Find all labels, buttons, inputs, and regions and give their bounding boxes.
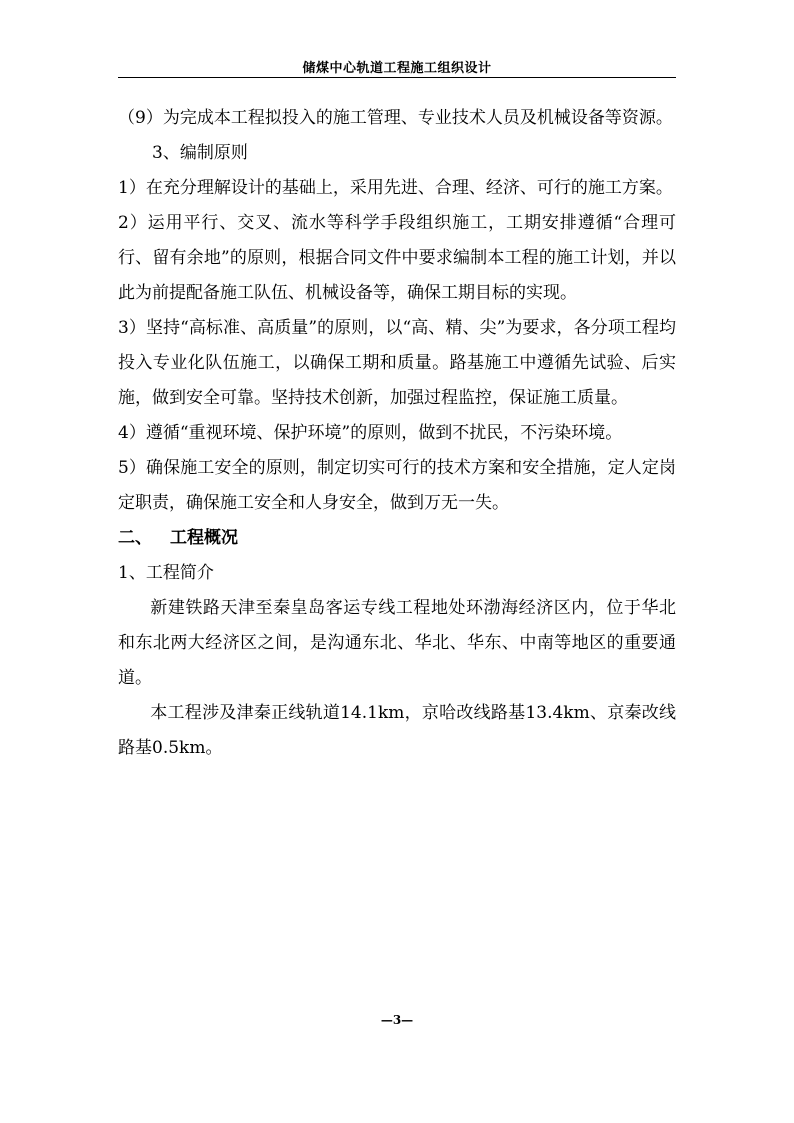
principle-5: 5）确保施工安全的原则，制定切实可行的技术方案和安全措施，定人定岗定职责，确保施工安全和人身安全，做到万无一失。	[118, 458, 676, 513]
principle-1: 1）在充分理解设计的基础上，采用先进、合理、经济、可行的施工方案。	[118, 178, 673, 198]
header-divider	[118, 77, 676, 78]
running-header-title: 储煤中心轨道工程施工组织设计	[302, 61, 492, 76]
principle-3: 3）坚持“高标准、高质量”的原则，以“高、精、尖”为要求，各分项工程均投入专业化队伍施工，以确保工期和质量。路基施工中遵循先试验、后实施，做到安全可靠。坚持技术创新，加强过程监控，保证施工质量。	[118, 318, 676, 408]
document-body	[118, 101, 676, 766]
principle-2: 2）运用平行、交叉、流水等科学手段组织施工，工期安排遵循“合理可行、留有余地”的原则，根据合同文件中要求编制本工程的施工计划，并以此为前提配备施工队伍、机械设备等，确保工期目标的实现。	[118, 213, 676, 303]
section-title: 工程概况	[170, 528, 238, 548]
page-number: —3—	[380, 1013, 414, 1027]
subheading-principles: 3、编制原则	[152, 143, 248, 163]
paragraph-resources: （9）为完成本工程拟投入的施工管理、专业技术人员及机械设备等资源。	[118, 108, 673, 128]
section-heading	[118, 521, 676, 556]
paragraph-scope: 本工程涉及津秦正线轨道14.1km，京哈改线路基13.4km、京秦改线路基0.5km。	[118, 703, 676, 758]
subheading-overview: 1、工程简介	[118, 563, 214, 583]
section-number: 二、	[118, 528, 152, 548]
paragraph-overview: 新建铁路天津至秦皇岛客运专线工程地处环渤海经济区内，位于华北和东北两大经济区之间，是沟通东北、华北、华东、中南等地区的重要通道。	[118, 598, 676, 688]
principle-4: 4）遵循“重视环境、保护环境”的原则，做到不扰民，不污染环境。	[118, 423, 623, 443]
